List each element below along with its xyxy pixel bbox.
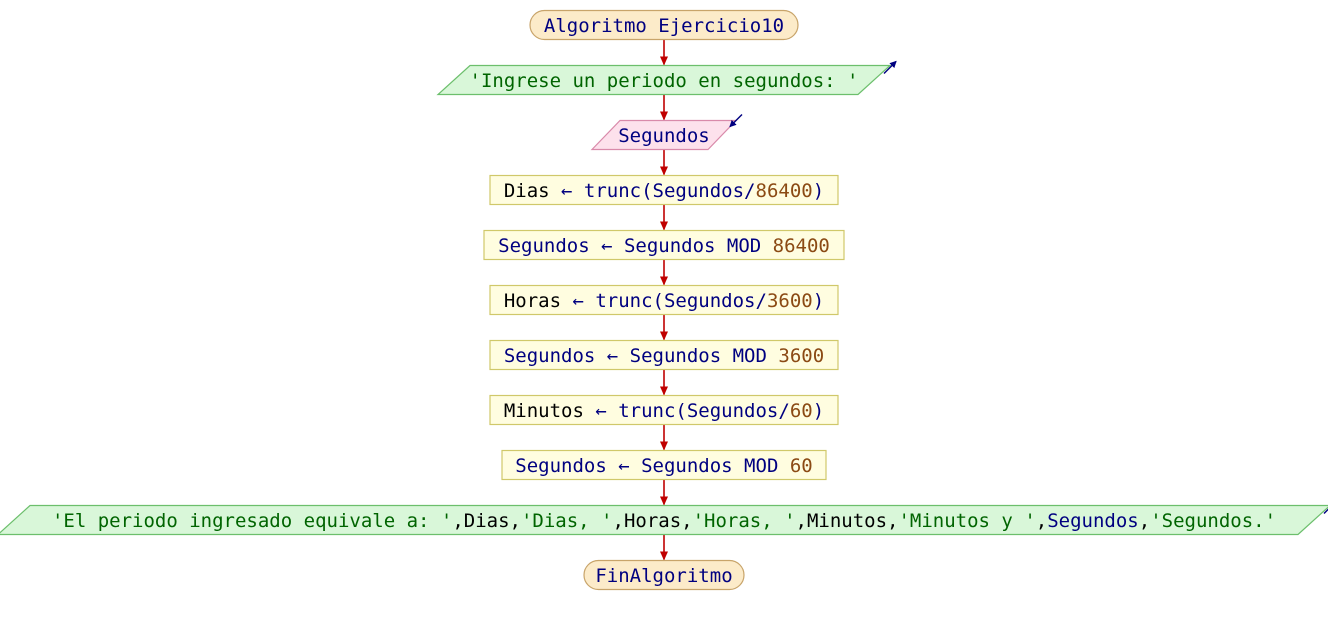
assign-minutos-label <box>504 400 824 422</box>
node-mod-60 <box>502 451 826 480</box>
node-assign-minutos <box>490 396 838 425</box>
assign-horas-label <box>504 290 824 312</box>
label-token: 'Minutos y ' <box>898 510 1036 532</box>
label-token: Algoritmo Ejercicio10 <box>543 15 785 37</box>
label-token: ← trunc(Segundos/ <box>549 180 756 202</box>
label-token: ) <box>812 290 825 312</box>
label-token: Segundos ← Segundos MOD <box>503 345 779 367</box>
label-token: , <box>1035 510 1048 532</box>
label-token: 86400 <box>772 235 830 257</box>
label-token: 60 <box>789 455 813 477</box>
label-token: Minutos <box>503 400 584 422</box>
label-token: 'Horas, ' <box>692 510 796 532</box>
label-token: Segundos <box>1047 510 1139 532</box>
read-segundos-label <box>618 125 710 147</box>
label-token: Horas <box>503 290 562 312</box>
label-token: ,Horas, <box>612 510 693 532</box>
node-read-segundos <box>592 115 742 150</box>
label-token: 86400 <box>755 180 813 202</box>
label-token: FinAlgoritmo <box>595 565 733 587</box>
node-mod-3600 <box>490 341 838 370</box>
mod-3600-label <box>504 345 824 367</box>
label-token: 'Ingrese un periodo en segundos: ' <box>469 70 859 92</box>
node-mod-86400 <box>484 231 844 260</box>
node-assign-horas <box>490 286 838 315</box>
label-token: ← trunc(Segundos/ <box>583 400 790 422</box>
label-token: Segundos <box>618 125 710 147</box>
label-token: ) <box>812 400 825 422</box>
write-result-label <box>52 510 1276 532</box>
node-start <box>530 11 798 40</box>
label-token: ← trunc(Segundos/ <box>561 290 767 312</box>
label-token: ,Minutos, <box>795 510 899 532</box>
label-token: 3600 <box>766 290 813 312</box>
label-token: ) <box>812 180 825 202</box>
label-token: 60 <box>789 400 813 422</box>
label-token: Dias <box>503 180 550 202</box>
label-token: , <box>1138 510 1151 532</box>
node-write-prompt <box>438 62 896 95</box>
node-assign-dias <box>490 176 838 205</box>
start-label <box>544 15 784 37</box>
label-token: 'Segundos.' <box>1150 510 1277 532</box>
mod-86400-label <box>498 235 830 257</box>
label-token: 'El periodo ingresado equivale a: ' <box>51 510 453 532</box>
write-prompt-label <box>470 70 859 92</box>
assign-dias-label <box>504 180 824 202</box>
label-token: Segundos ← Segundos MOD <box>515 455 790 477</box>
node-end <box>584 561 744 590</box>
label-token: 3600 <box>778 345 825 367</box>
label-token: ,Dias, <box>452 510 521 532</box>
label-token: Segundos ← Segundos MOD <box>498 235 773 257</box>
label-token: 'Dias, ' <box>520 510 613 532</box>
node-write-result <box>0 502 1328 535</box>
end-label <box>595 565 732 587</box>
mod-60-label <box>515 455 812 477</box>
